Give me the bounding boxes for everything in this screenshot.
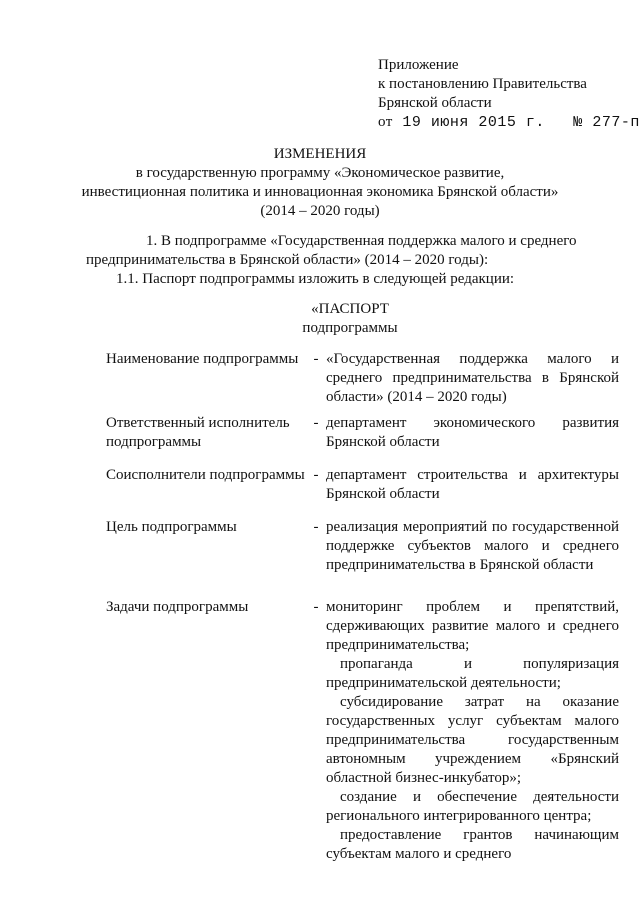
- row-value-list: [326, 598, 619, 864]
- paragraph-1-1: 1.1. Паспорт подпрограммы изложить в следующей редакции:: [116, 271, 515, 287]
- paragraph-1-line: предпринимательства в Брянской области» (2014 – 2020 годы):: [86, 252, 489, 268]
- row-dash: -: [313, 351, 319, 367]
- resolution-date: 19 июня 2015 г.: [402, 114, 545, 131]
- paragraph-1-line: 1. В подпрограмме «Государственная поддержка малого и среднего: [146, 233, 577, 249]
- document-subtitle-line: (2014 – 2020 годы): [260, 203, 380, 219]
- passport-title: «ПАСПОРТ: [311, 301, 389, 317]
- row-label: Задачи подпрограммы: [106, 599, 249, 615]
- appendix-line: Брянской области: [378, 95, 492, 111]
- appendix-block: [378, 56, 640, 132]
- row-dash: -: [313, 415, 319, 431]
- row-label: Ответственный исполнитель подпрограммы: [106, 415, 290, 450]
- appendix-date-line: [378, 113, 640, 132]
- task-item: предоставление грантов начинающим субъектам малого и среднего: [326, 827, 619, 862]
- row-label: Цель подпрограммы: [106, 519, 237, 535]
- row-label: Наименование подпрограммы: [106, 351, 299, 367]
- resolution-number: № 277-п: [573, 114, 640, 131]
- row-label: Соисполнители подпрограммы: [106, 467, 305, 483]
- row-dash: -: [313, 599, 319, 615]
- document-subtitle-line: в государственную программу «Экономическое развитие,: [135, 165, 505, 181]
- row-dash: -: [313, 467, 319, 483]
- appendix-line: к постановлению Правительства: [378, 76, 587, 92]
- task-item: мониторинг проблем и препятствий, сдерживающих развитие малого и среднего предпринимательства;: [326, 599, 619, 653]
- row-value: реализация мероприятий по государственной поддержке субъектов малого и среднего предпринимательства в Брянской области: [326, 519, 619, 573]
- row-value: департамент экономического развития Брянской области: [326, 415, 619, 450]
- appendix-line: Приложение: [378, 57, 459, 73]
- row-value: департамент строительства и архитектуры Брянской области: [326, 467, 619, 502]
- date-prefix: от: [378, 114, 393, 130]
- document-title: ИЗМЕНЕНИЯ: [273, 146, 367, 162]
- document-subtitle-line: инвестиционная политика и инновационная экономика Брянской области»: [81, 184, 559, 200]
- passport-subtitle: подпрограммы: [302, 320, 398, 336]
- task-item: создание и обеспечение деятельности регионального интегрированного центра;: [326, 789, 619, 824]
- task-item: пропаганда и популяризация предпринимательской деятельности;: [326, 656, 619, 691]
- row-value: «Государственная поддержка малого и среднего предпринимательства в Брянской области» (2014 – 2020 годы): [326, 351, 619, 405]
- task-item: субсидирование затрат на оказание государственных услуг субъектам малого предпринимательства государственным автономным учреждением «Брянский областной бизнес-инкубатор»;: [326, 694, 619, 786]
- row-dash: -: [313, 519, 319, 535]
